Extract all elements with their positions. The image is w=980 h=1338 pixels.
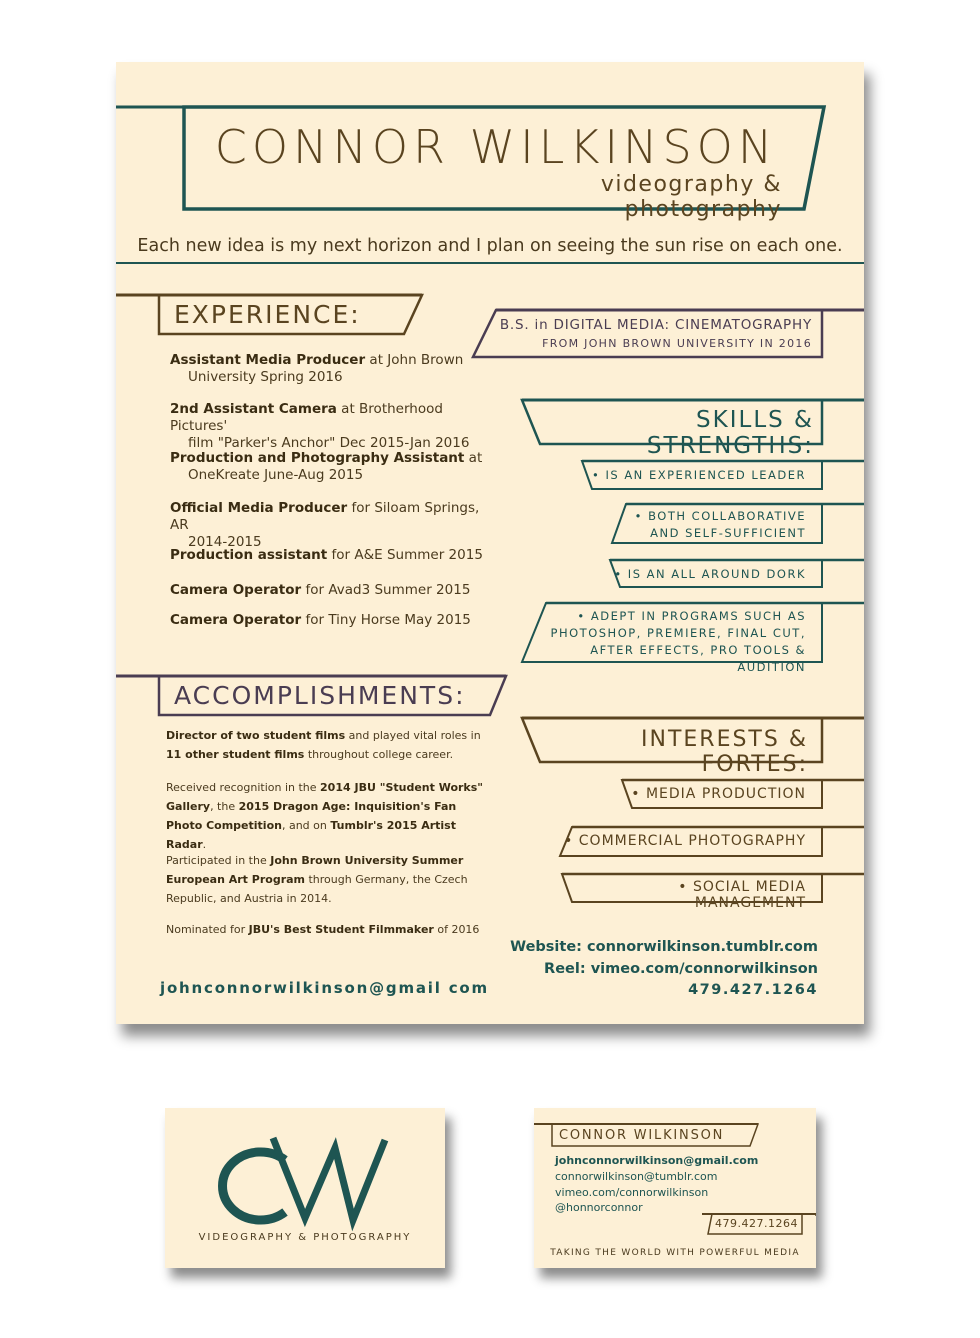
resume-motto: Each new idea is my next horizon and I plan on seeing the sun rise on each one. (137, 236, 843, 256)
degree-line-1: B.S. in DIGITAL MEDIA: CINEMATOGRAPHY (499, 317, 812, 333)
resume-name: CONNOR WILKINSON (214, 120, 778, 174)
resume-subtitle: videography & photography (600, 172, 782, 222)
interest-item: • MEDIA PRODUCTION (631, 786, 806, 802)
accomplishment-item: Participated in the John Brown University Summer European Art Program through Germany, the Czech Republic, and Austria in 2014. (166, 854, 468, 905)
business-card-back (534, 1108, 816, 1268)
experience-item: Camera Operator for Tiny Horse May 2015 (170, 612, 471, 628)
cw-monogram-logo (165, 1108, 445, 1268)
experience-item: Production and Photography Assistant at OneKreate June-Aug 2015 (170, 450, 483, 483)
experience-heading: EXPERIENCE: (174, 300, 361, 329)
card-back-handle[interactable]: @honnorconnor (555, 1201, 643, 1214)
resume-website[interactable]: Website: connorwilkinson.tumblr.com (510, 939, 818, 955)
interest-item: • COMMERCIAL PHOTOGRAPHY (564, 833, 806, 849)
accomplishment-item: Nominated for JBU's Best Student Filmmaker of 2016 (166, 923, 480, 936)
experience-item: 2nd Assistant Camera at Brotherhood Pictures' film "Parker's Anchor" Dec 2015-Jan 2016 (170, 401, 470, 451)
card-back-name: CONNOR WILKINSON (559, 1128, 725, 1143)
business-card-front (165, 1108, 445, 1268)
resume-email[interactable]: johnconnorwilkinson@gmail com (160, 979, 489, 997)
card-back-slogan: TAKING THE WORLD WITH POWERFUL MEDIA (550, 1248, 800, 1258)
skill-item: • BOTH COLLABORATIVE AND SELF-SUFFICIENT (634, 509, 806, 540)
experience-item: Assistant Media Producer at John Brown University Spring 2016 (170, 352, 464, 385)
resume-sheet (116, 62, 864, 1024)
interest-item: • SOCIAL MEDIA MANAGEMENT (678, 879, 806, 911)
card-back-tumblr[interactable]: connorwilkinson@tumblr.com (555, 1170, 718, 1183)
skill-item: • IS AN EXPERIENCED LEADER (592, 468, 806, 482)
degree-line-2: FROM JOHN BROWN UNIVERSITY IN 2016 (542, 337, 812, 350)
resume-phone: 479.427.1264 (688, 982, 818, 998)
card-back-email[interactable]: johnconnorwilkinson@gmail.com (555, 1154, 759, 1167)
card-front-tagline: VIDEOGRAPHY & PHOTOGRAPHY (198, 1232, 412, 1243)
experience-item: Camera Operator for Avad3 Summer 2015 (170, 582, 471, 598)
accomplishment-item: Director of two student films and played vital roles in 11 other student films throughout college career. (166, 729, 481, 761)
accomplishment-item: Received recognition in the 2014 JBU "Student Works" Gallery, the 2015 Dragon Age: Inquisition's Fan Photo Competition, and on Tumblr's 2015 Artist Radar. (166, 781, 484, 851)
experience-item: Official Media Producer for Siloam Springs, AR 2014-2015 (170, 500, 480, 550)
skill-item: • ADEPT IN PROGRAMS SUCH AS PHOTOSHOP, PREMIERE, FINAL CUT, AFTER EFFECTS, PRO TOOLS & AUDITION (550, 609, 806, 674)
skill-item: • IS AN ALL AROUND DORK (614, 567, 806, 581)
card-back-vimeo[interactable]: vimeo.com/connorwilkinson (555, 1186, 709, 1199)
accomplishments-heading: ACCOMPLISHMENTS: (174, 681, 466, 710)
resume-reel[interactable]: Reel: vimeo.com/connorwilkinson (544, 961, 818, 977)
skills-heading: SKILLS & STRENGTHS: (646, 407, 814, 459)
experience-item: Production assistant for A&E Summer 2015 (170, 547, 483, 563)
interests-heading: INTERESTS & FORTES: (641, 727, 808, 777)
card-back-phone: 479.427.1264 (715, 1217, 798, 1230)
